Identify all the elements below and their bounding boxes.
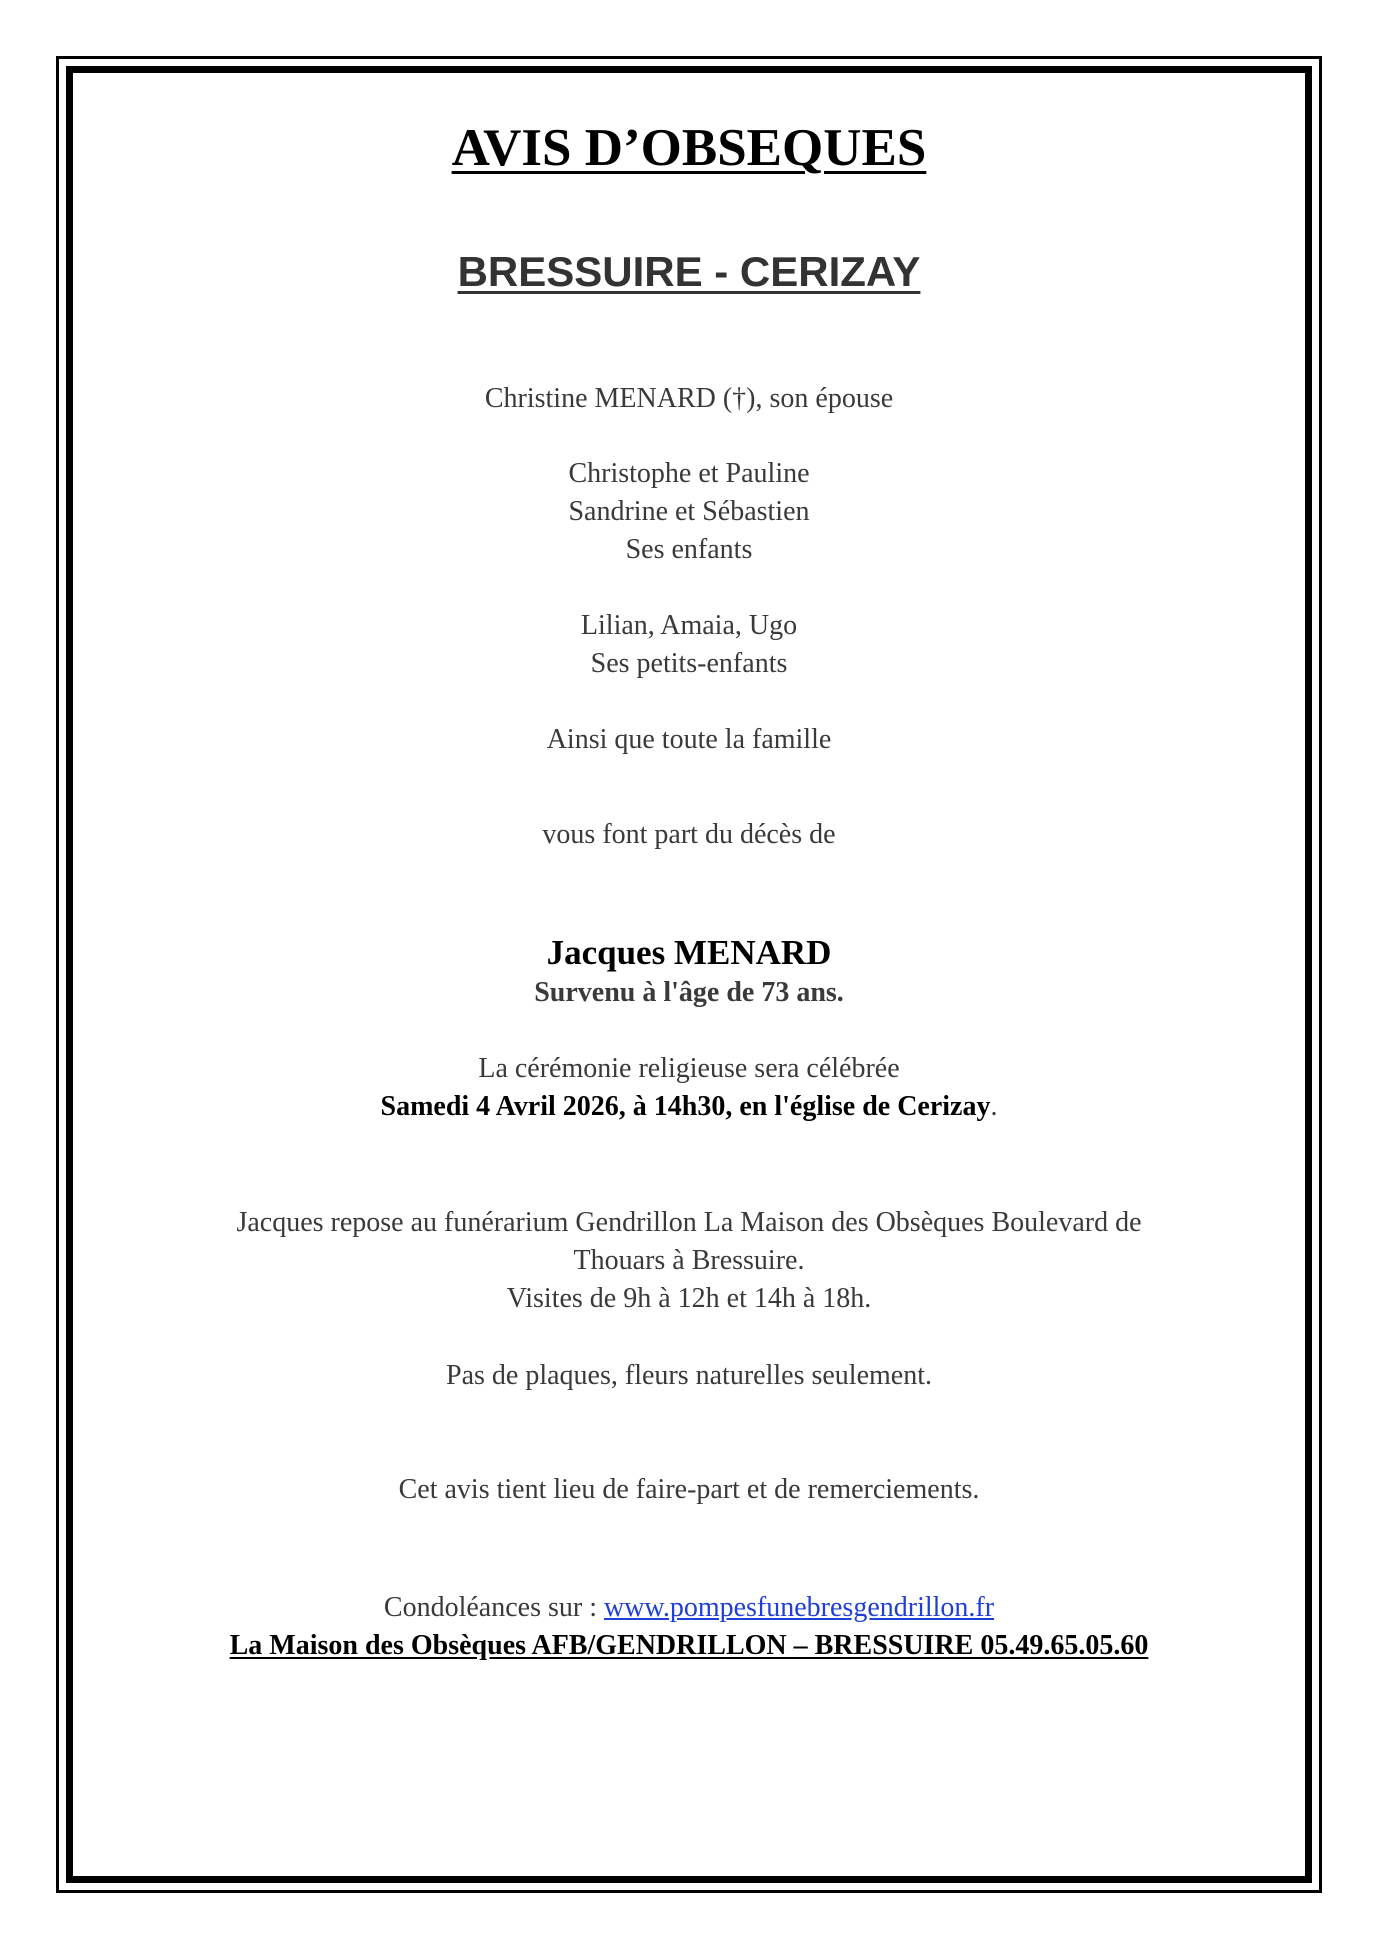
condolences-line bbox=[72, 1589, 1306, 1627]
announcement-line: vous font part du décès de bbox=[542, 819, 836, 850]
deceased-age: Survenu à l'âge de 73 ans. bbox=[534, 977, 844, 1008]
extended-family-line: Ainsi que toute la famille bbox=[546, 724, 832, 755]
viewing-hours: Visites de 9h à 12h et 14h à 18h. bbox=[506, 1283, 872, 1314]
deceased-name: Jacques MENARD bbox=[546, 933, 832, 972]
grandchildren-label: Ses petits-enfants bbox=[590, 648, 788, 679]
flowers-note: Pas de plaques, fleurs naturelles seulement. bbox=[446, 1360, 932, 1391]
spouse-line: Christine MENARD (†), son épouse bbox=[484, 383, 894, 414]
notice-location: BRESSUIRE - CERIZAY bbox=[457, 248, 921, 295]
thanks-note: Cet avis tient lieu de faire-part et de remerciements. bbox=[398, 1474, 980, 1505]
viewing-line-2: Thouars à Bressuire. bbox=[573, 1245, 805, 1276]
ceremony-details bbox=[72, 1088, 1306, 1126]
grandchildren-line: Lilian, Amaia, Ugo bbox=[580, 610, 798, 641]
condolences-label: Condoléances sur : bbox=[383, 1592, 604, 1623]
child-line-2: Sandrine et Sébastien bbox=[568, 496, 810, 527]
funeral-home-footer: La Maison des Obsèques AFB/GENDRILLON – BRESSUIRE 05.49.65.05.60 bbox=[229, 1630, 1149, 1661]
notice-title: AVIS D’OBSEQUES bbox=[451, 119, 927, 177]
notice-content bbox=[72, 72, 1306, 1877]
children-label: Ses enfants bbox=[625, 534, 753, 565]
viewing-line-1: Jacques repose au funérarium Gendrillon La Maison des Obsèques Boulevard de bbox=[236, 1207, 1142, 1238]
condolences-link[interactable]: www.pompesfunebresgendrillon.fr bbox=[603, 1592, 995, 1623]
ceremony-intro: La cérémonie religieuse sera célébrée bbox=[478, 1053, 900, 1084]
ceremony-details-text: Samedi 4 Avril 2026, à 14h30, en l'église de Cerizay bbox=[380, 1091, 991, 1122]
child-line-1: Christophe et Pauline bbox=[568, 458, 810, 489]
ceremony-details-period: . bbox=[990, 1091, 998, 1122]
